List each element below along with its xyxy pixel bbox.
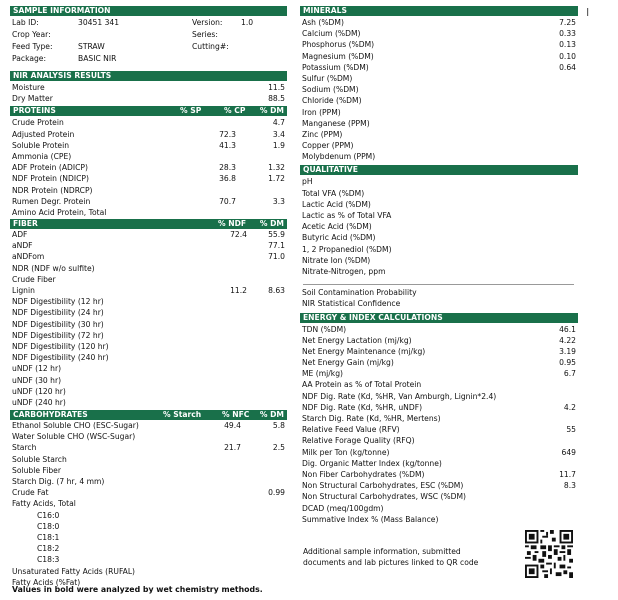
- row-value: 8.63: [268, 286, 285, 295]
- row-label: Molybdenum (PPM): [302, 152, 376, 162]
- mineral-row: [300, 39, 578, 50]
- row-label: ADF: [12, 230, 28, 240]
- energy-row: [300, 379, 578, 390]
- row-label: uNDF (30 hr): [12, 375, 62, 385]
- carb-row: [10, 420, 287, 431]
- right-column: [300, 6, 578, 525]
- row-label: Potassium (%DM): [302, 62, 369, 72]
- qualitative-row: [300, 221, 578, 232]
- energy-row: [300, 424, 578, 435]
- mineral-row: [300, 84, 578, 95]
- row-value: 71.0: [268, 252, 285, 262]
- row-value: 11.2: [230, 286, 247, 295]
- qualitative-row: [300, 244, 578, 255]
- row-label: uNDF (12 hr): [12, 364, 62, 374]
- row-value: 0.64: [559, 62, 576, 72]
- row-label: AA Protein as % of Total Protein: [302, 380, 422, 390]
- row-value: 0.13: [559, 40, 576, 50]
- row-value: 5.8: [272, 421, 285, 431]
- nir-block: [10, 81, 287, 104]
- row-label: aNDF: [12, 241, 33, 251]
- fiber-row: [10, 397, 287, 408]
- row-value: 46.1: [559, 324, 576, 334]
- row-label: Lactic Acid (%DM): [302, 199, 371, 209]
- row-label: Milk per Ton (kg/tonne): [302, 447, 390, 457]
- energy-header: ENERGY & INDEX CALCULATIONS: [300, 313, 578, 323]
- package-value: BASIC NIR: [78, 54, 117, 63]
- row-label: Relative Forage Quality (RFQ): [302, 436, 415, 446]
- row-label: Calcium (%DM): [302, 29, 361, 39]
- mineral-row: [300, 62, 578, 73]
- nir-header: NIR ANALYSIS RESULTS: [10, 71, 287, 81]
- row-label: Dig. Organic Matter Index (kg/tonne): [302, 458, 442, 468]
- mineral-row: [300, 129, 578, 140]
- row-label: ME (mj/kg): [302, 369, 343, 379]
- row-label: Acetic Acid (%DM): [302, 222, 372, 232]
- carb-row: [10, 554, 287, 565]
- row-value: 28.3: [219, 163, 236, 173]
- row-label: NIR Statistical Confidence: [302, 299, 401, 309]
- qualitative-row: [300, 199, 578, 210]
- fiber-row: [10, 285, 287, 296]
- row-label: uNDF (120 hr): [12, 386, 66, 396]
- fiber-row: [10, 240, 287, 251]
- qualitative-row: [300, 176, 578, 187]
- fiber-row: [10, 330, 287, 341]
- carb-row: [10, 476, 287, 487]
- row-label: Total VFA (%DM): [302, 188, 365, 198]
- row-value: 72.3: [219, 129, 236, 139]
- row-label: Iron (PPM): [302, 107, 341, 117]
- row-label: Soluble Fiber: [12, 465, 61, 475]
- fiber-row: [10, 296, 287, 307]
- feed-type-value: STRAW: [78, 42, 105, 51]
- row-label: C18:1: [37, 532, 60, 542]
- row-value: 3.4: [272, 129, 285, 139]
- mineral-row: [300, 118, 578, 129]
- fiber-block: [10, 229, 287, 408]
- qualitative-block: [300, 175, 578, 277]
- row-label: Adjusted Protein: [12, 129, 75, 139]
- row-value: 1.72: [268, 174, 285, 184]
- carb-row: [10, 521, 287, 532]
- row-label: Nitrate Ion (%DM): [302, 255, 371, 265]
- row-value: 3.19: [559, 346, 576, 356]
- qualitative-header: QUALITATIVE: [300, 165, 578, 175]
- row-value: 649: [561, 447, 576, 457]
- row-label: Fatty Acids, Total: [12, 499, 76, 509]
- protein-row: [10, 151, 287, 162]
- protein-row: [10, 207, 287, 218]
- row-label: Relative Feed Value (RFV): [302, 425, 400, 435]
- row-value: 55.9: [268, 230, 285, 240]
- row-value: 21.7: [224, 443, 241, 453]
- row-value: 4.7: [272, 118, 285, 128]
- row-value: 3.3: [272, 196, 285, 206]
- row-value: 0.99: [268, 488, 285, 498]
- row-label: Rumen Degr. Protein: [12, 196, 91, 206]
- row-value: 1.32: [268, 163, 285, 173]
- row-label: Ammonia (CPE): [12, 151, 72, 161]
- protein-row: [10, 117, 287, 128]
- protein-row: [10, 196, 287, 207]
- row-label: uNDF (240 hr): [12, 397, 66, 407]
- row-value: 0.33: [559, 29, 576, 39]
- qualitative-row: [300, 255, 578, 266]
- fiber-row: [10, 363, 287, 374]
- row-label: Lactic as % of Total VFA: [302, 211, 392, 220]
- qr-note: [303, 546, 478, 568]
- row-value: 36.8: [219, 174, 236, 184]
- mineral-row: [300, 73, 578, 84]
- row-value: 11.7: [559, 469, 576, 479]
- row-label: Ethanol Soluble CHO (ESC-Sugar): [12, 421, 139, 431]
- row-label: Amino Acid Protein, Total: [12, 207, 107, 217]
- carb-row: [10, 532, 287, 543]
- energy-row: [300, 413, 578, 424]
- row-label: Net Energy Gain (mj/kg): [302, 358, 394, 368]
- row-label: C18:0: [37, 521, 60, 531]
- version-value: 1.0: [241, 18, 254, 27]
- divider-line: [303, 284, 574, 285]
- row-label: aNDFom: [12, 252, 45, 262]
- protein-row: [10, 185, 287, 196]
- row-label: 1, 2 Propanediol (%DM): [302, 244, 392, 254]
- row-label: pH: [302, 177, 313, 187]
- fiber-row: [10, 251, 287, 262]
- row-value: 77.1: [268, 241, 285, 251]
- row-label: NDF Digestibility (72 hr): [12, 330, 104, 340]
- qr-note-line1: Additional sample information, submitted: [303, 547, 461, 556]
- row-label: Manganese (PPM): [302, 118, 370, 128]
- row-label: Copper (PPM): [302, 141, 354, 151]
- carbs-header: CARBOHYDRATES % Starch % NFC % DM: [10, 410, 287, 420]
- energy-row: [300, 469, 578, 480]
- footer-note: Values in bold were analyzed by wet chemistry methods.: [12, 585, 263, 594]
- row-value: 49.4: [224, 421, 241, 431]
- row-value: 0.95: [559, 358, 576, 368]
- series-label: Series:: [192, 30, 218, 39]
- row-value: 0.10: [559, 51, 576, 61]
- qualitative-row: [300, 188, 578, 199]
- row-label: NDF Digestibility (30 hr): [12, 319, 104, 329]
- qualitative-row: [300, 210, 578, 221]
- left-column: [10, 6, 287, 588]
- energy-row: [300, 357, 578, 368]
- fiber-row: [10, 375, 287, 386]
- fiber-row: [10, 263, 287, 274]
- fiber-row: [10, 229, 287, 240]
- row-label: Summative Index % (Mass Balance): [302, 514, 439, 524]
- protein-row: [10, 140, 287, 151]
- row-label: TDN (%DM): [302, 324, 347, 334]
- row-value: 4.22: [559, 335, 576, 345]
- sample-info-block: [10, 16, 287, 71]
- mineral-row: [300, 140, 578, 151]
- fiber-header: FIBER % NDF % DM: [10, 219, 287, 229]
- energy-row: [300, 435, 578, 446]
- carb-row: [10, 543, 287, 554]
- mineral-row: [300, 107, 578, 118]
- row-label: Lignin: [12, 286, 35, 295]
- mineral-row: [300, 151, 578, 162]
- version-label: Version:: [192, 18, 223, 27]
- row-value: 2.5: [272, 443, 285, 453]
- energy-row: [300, 368, 578, 379]
- energy-row: [300, 447, 578, 458]
- feed-type-label: Feed Type:: [12, 42, 53, 51]
- energy-row: [300, 514, 578, 525]
- row-value: 70.7: [219, 196, 236, 206]
- row-label: Nitrate-Nitrogen, ppm: [302, 266, 386, 276]
- energy-row: [300, 402, 578, 413]
- text-cursor-icon: I: [586, 6, 590, 19]
- row-label: NDR Protein (NDRCP): [12, 185, 93, 195]
- carbs-block: [10, 420, 287, 588]
- row-label: Net Energy Lactation (mj/kg): [302, 335, 412, 345]
- proteins-block: [10, 116, 287, 218]
- carb-row: [10, 431, 287, 442]
- nir-row: Moisture 11.5: [12, 83, 285, 92]
- row-label: Non Structural Carbohydrates, WSC (%DM): [302, 492, 467, 502]
- lab-id-value: 30451 341: [78, 18, 120, 27]
- fiber-row: [10, 341, 287, 352]
- row-label: Soluble Protein: [12, 140, 70, 150]
- minerals-header: MINERALS: [300, 6, 578, 16]
- crop-year-label: Crop Year:: [12, 30, 51, 39]
- mineral-row: [300, 51, 578, 62]
- row-value: 7.25: [559, 18, 576, 27]
- carb-row: [10, 442, 287, 453]
- row-value: 1.9: [272, 140, 285, 150]
- carb-row: [10, 566, 287, 577]
- energy-block: [300, 323, 578, 525]
- row-label: NDF Dig. Rate (Kd, %HR, Van Amburgh, Lignin*2.4): [302, 391, 497, 401]
- carb-row: [10, 465, 287, 476]
- qualitative-row: [300, 232, 578, 243]
- qr-code-icon[interactable]: [525, 530, 573, 578]
- row-label: Non Structural Carbohydrates, ESC (%DM): [302, 481, 464, 491]
- row-label: Water Soluble CHO (WSC-Sugar): [12, 432, 136, 442]
- row-label: Net Energy Maintenance (mj/kg): [302, 346, 426, 356]
- row-label: Starch Dig. (7 hr, 4 mm): [12, 477, 105, 486]
- row-label: NDF Digestibility (12 hr): [12, 297, 104, 307]
- row-label: Chloride (%DM): [302, 96, 362, 106]
- row-label: C18:2: [37, 544, 60, 554]
- row-label: Butyric Acid (%DM): [302, 233, 376, 243]
- fiber-row: [10, 319, 287, 330]
- row-label: Non Fiber Carbohydrates (%DM): [302, 469, 425, 479]
- fiber-row: [10, 386, 287, 397]
- row-label: Sodium (%DM): [302, 85, 359, 95]
- proteins-header: PROTEINS % SP % CP % DM: [10, 106, 287, 116]
- row-value: 4.2: [563, 402, 576, 412]
- protein-row: [10, 162, 287, 173]
- energy-row: [300, 480, 578, 491]
- row-value: 8.3: [563, 481, 576, 491]
- carb-row: [10, 487, 287, 498]
- row-label: Ash (%DM): [302, 18, 344, 27]
- sample-info-header: SAMPLE INFORMATION: [10, 6, 287, 16]
- row-label: Soluble Starch: [12, 454, 67, 464]
- row-label: C16:0: [37, 510, 60, 520]
- row-label: Zinc (PPM): [302, 129, 343, 139]
- protein-row: [10, 129, 287, 140]
- row-value: 41.3: [219, 140, 236, 150]
- energy-row: [300, 458, 578, 469]
- row-label: ADF Protein (ADICP): [12, 163, 88, 173]
- minerals-block: [300, 16, 578, 162]
- row-label: Sulfur (%DM): [302, 73, 353, 83]
- nir-row: Dry Matter 88.5: [12, 94, 285, 104]
- row-label: NDF Protein (NDICP): [12, 174, 89, 184]
- lab-id-label: Lab ID:: [12, 18, 39, 27]
- protein-row: [10, 173, 287, 184]
- row-label: Magnesium (%DM): [302, 51, 374, 61]
- carb-row: [10, 454, 287, 465]
- qualitative-extra-block: [300, 287, 578, 309]
- mineral-row: [300, 17, 578, 28]
- row-label: NDF Digestibility (240 hr): [12, 353, 109, 363]
- fiber-row: [10, 307, 287, 318]
- row-label: Unsaturated Fatty Acids (RUFAL): [12, 566, 136, 576]
- qualitative-row: [300, 266, 578, 277]
- qualitative-extra-row: [300, 287, 578, 298]
- qr-note-line2: documents and lab pictures linked to QR code: [303, 558, 479, 567]
- mineral-row: [300, 28, 578, 39]
- energy-row: [300, 324, 578, 335]
- row-label: Starch Dig. Rate (Kd, %HR, Mertens): [302, 414, 441, 423]
- qualitative-extra-row: [300, 298, 578, 309]
- row-label: NDF Dig. Rate (Kd, %HR, uNDF): [302, 402, 423, 412]
- mineral-row: [300, 95, 578, 106]
- row-label: Phosphorus (%DM): [302, 40, 375, 50]
- row-label: NDF Digestibility (120 hr): [12, 341, 109, 351]
- package-label: Package:: [12, 54, 47, 63]
- row-label: Crude Fiber: [12, 274, 56, 284]
- row-label: Starch: [12, 443, 37, 453]
- row-value: 55: [566, 425, 576, 435]
- carb-row: [10, 498, 287, 509]
- row-label: Soil Contamination Probability: [302, 288, 417, 298]
- row-label: DCAD (meq/100gdm): [302, 503, 384, 513]
- row-label: NDF Digestibility (24 hr): [12, 308, 104, 318]
- energy-row: [300, 491, 578, 502]
- energy-row: [300, 503, 578, 514]
- row-value: 6.7: [563, 369, 576, 379]
- row-label: Crude Protein: [12, 118, 64, 128]
- row-label: NDR (NDF w/o sulfite): [12, 263, 95, 273]
- carb-row: [10, 510, 287, 521]
- cutting-label: Cutting#:: [192, 42, 229, 51]
- energy-row: [300, 346, 578, 357]
- row-label: Crude Fat: [12, 488, 49, 498]
- fiber-row: [10, 274, 287, 285]
- row-value: 72.4: [230, 230, 247, 240]
- energy-row: [300, 391, 578, 402]
- fiber-row: [10, 352, 287, 363]
- row-label: Fatty Acids (%Fat): [12, 577, 81, 587]
- row-label: C18:3: [37, 555, 60, 565]
- energy-row: [300, 335, 578, 346]
